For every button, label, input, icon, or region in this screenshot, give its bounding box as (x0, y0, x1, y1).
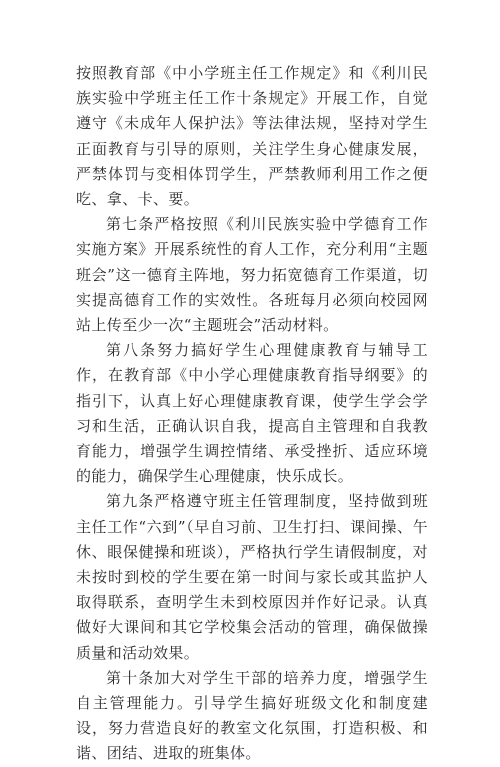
paragraph-continuation: 按照教育部《中小学班主任工作规定》和《利川民族实验中学班主任工作十条规定》开展工作，自觉遵守《未成年人保护法》等法律法规，坚持对学生正面教育与引导的原则，关注学生身心健康发展，严禁体罚与变相体罚学生，严禁教师利用工作之便吃、拿、卡、要。 (76, 64, 428, 209)
paragraph-article-9: 第九条严格遵守班主任管理制度，坚持做到班主任工作“六到”（早自习前、卫生打扫、课间操、午休、眼保健操和班谈），严格执行学生请假制度，对未按时到校的学生要在第一时间与家长或其监护人取得联系，查明学生未到校原因并作好记录。认真做好大课间和其它学校集会活动的管理，确保做操质量和活动效果。 (76, 492, 428, 662)
paragraph-article-7: 第七条严格按照《利川民族实验中学德育工作实施方案》开展系统性的育人工作，充分利用“主题班会”这一德育主阵地，努力拓宽德育工作渠道，切实提高德育工作的实效性。各班每月必须向校园网站上传至少一次“主题班会”活动材料。 (76, 215, 428, 335)
paragraph-article-10: 第十条加大对学生干部的培养力度，增强学生自主管理能力。引导学生搞好班级文化和制度建设，努力营造良好的教室文化氛围，打造积极、和谐、团结、进取的班集体。 (76, 668, 428, 763)
paragraph-article-8: 第八条努力搞好学生心理健康教育与辅导工作，在教育部《中小学心理健康教育指导纲要》的指引下，认真上好心理健康教育课，使学生学会学习和生活，正确认识自我，提高自主管理和自我教育能力，增强学生调控情绪、承受挫折、适应环境的能力，确保学生心理健康，快乐成长。 (76, 341, 428, 486)
document-body (76, 61, 428, 767)
